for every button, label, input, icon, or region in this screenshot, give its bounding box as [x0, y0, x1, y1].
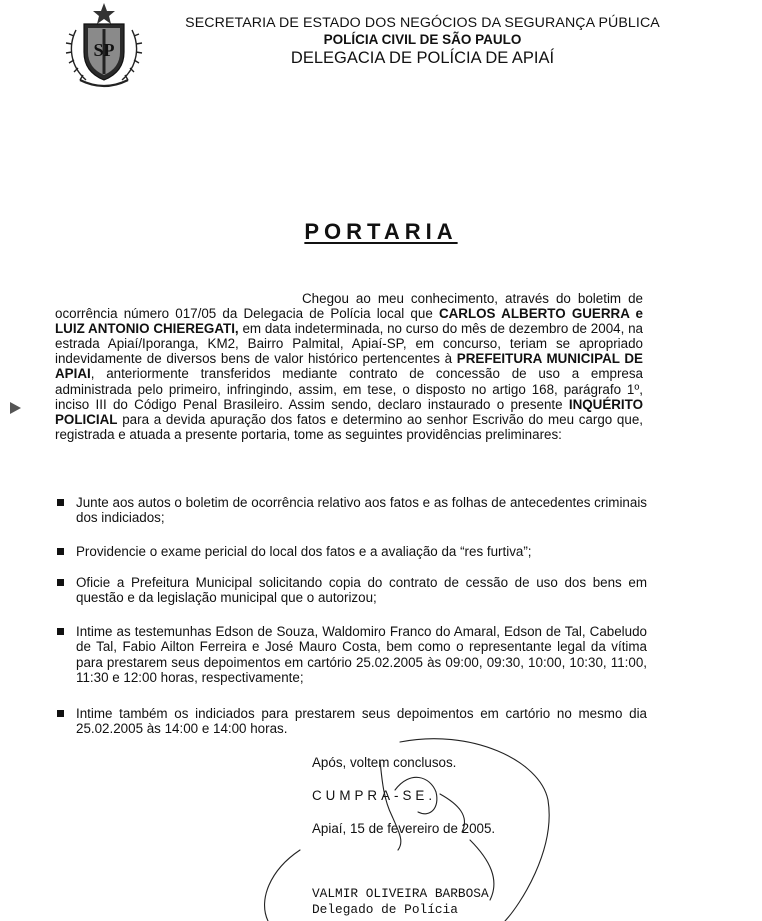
document-title	[0, 219, 762, 245]
closing-after: Após, voltem conclusos.	[312, 755, 457, 770]
police-line: POLÍCIA CIVIL DE SÃO PAULO	[323, 32, 522, 47]
bullet-icon	[57, 579, 64, 586]
seal-lettering: SP	[93, 40, 115, 60]
signatory-name: VALMIR OLIVEIRA BARBOSA	[312, 886, 489, 901]
letterhead	[150, 14, 695, 68]
bullet-icon	[57, 628, 64, 635]
list-item-text: Junte aos autos o boletim de ocorrência relativo aos fatos e as folhas de antecedentes criminais dos indiciados;	[76, 495, 647, 526]
closing-cumpra: CUMPRA-SE.	[312, 788, 437, 803]
inquiry-term: INQUÉRITO POLICIAL	[55, 396, 643, 427]
bullet-icon	[57, 548, 64, 555]
paragraph-segment-3: , anteriormente transferidos mediante contrato de concessão de uso a empresa administrada pelo primeiro, infringindo, assim, em tese, o disposto no artigo 168, parágrafo 1º, inciso III do Código Penal Brasileiro. Assim sendo, declaro instaurado o presente	[55, 366, 643, 412]
secretariat-line: SECRETARIA DE ESTADO DOS NEGÓCIOS DA SEGURANÇA PÚBLICA	[185, 15, 660, 31]
bullet-icon	[57, 710, 64, 717]
list-item-text: Intime as testemunhas Edson de Souza, Waldomiro Franco do Amaral, Edson de Tal, Cabeludo de Tal, Fabio Ailton Ferreira e José Mauro Costa, bem como o representante legal da vítima para prestarem seus depoimentos em cartório 25.02.2005 às 09:00, 09:30, 10:00, 10:30, 11:00, 11:30 e 12:00 horas, respectivamente;	[76, 624, 647, 685]
signatory-role: Delegado de Polícia	[312, 902, 458, 917]
list-item-text: Providencie o exame pericial do local dos fatos e a avaliação da “res furtiva”;	[76, 544, 532, 559]
place-and-date: Apiaí, 15 de fevereiro de 2005.	[312, 821, 496, 836]
main-paragraph	[55, 291, 643, 442]
suspects-names: CARLOS ALBERTO GUERRA e LUIZ ANTONIO CHIEREGATI,	[55, 306, 643, 337]
victim-name: PREFEITURA MUNICIPAL DE APIAI	[55, 351, 643, 382]
paragraph-segment-4: para a devida apuração dos fatos e determino ao senhor Escrivão do meu cargo que, registrada e atuada a presente portaria, tome as seguintes providências preliminares:	[55, 411, 643, 442]
bullet-icon	[57, 499, 64, 506]
paragraph-segment-2: em data indeterminada, no curso do mês de dezembro de 2004, na estrada Apiaí/Iporanga, KM2, Bairro Palmital, Apiaí-SP, em concurso, teriam se apropriado indevidamente de diversos bens de valor histórico pertencentes à	[55, 321, 643, 367]
paragraph-segment-1: Chegou ao meu conhecimento, através do boletim de ocorrência número 017/05 da Delegacia de Polícia local que	[55, 291, 643, 322]
precinct-line: DELEGACIA DE POLÍCIA DE APIAÍ	[290, 49, 555, 67]
list-item-text: Intime também os indiciados para prestarem seus depoimentos em cartório no mesmo dia 25.02.2005 às 14:00 e 14:00 horas.	[76, 706, 647, 737]
title-text: PORTARIA	[304, 219, 458, 244]
sao-paulo-coat-of-arms	[62, 2, 146, 90]
list-item-text: Oficie a Prefeitura Municipal solicitando copia do contrato de cessão de uso dos bens em questão e da legislação municipal que o autorizou;	[76, 575, 647, 606]
margin-mark-icon	[9, 400, 23, 416]
paragraph-text	[55, 291, 643, 442]
